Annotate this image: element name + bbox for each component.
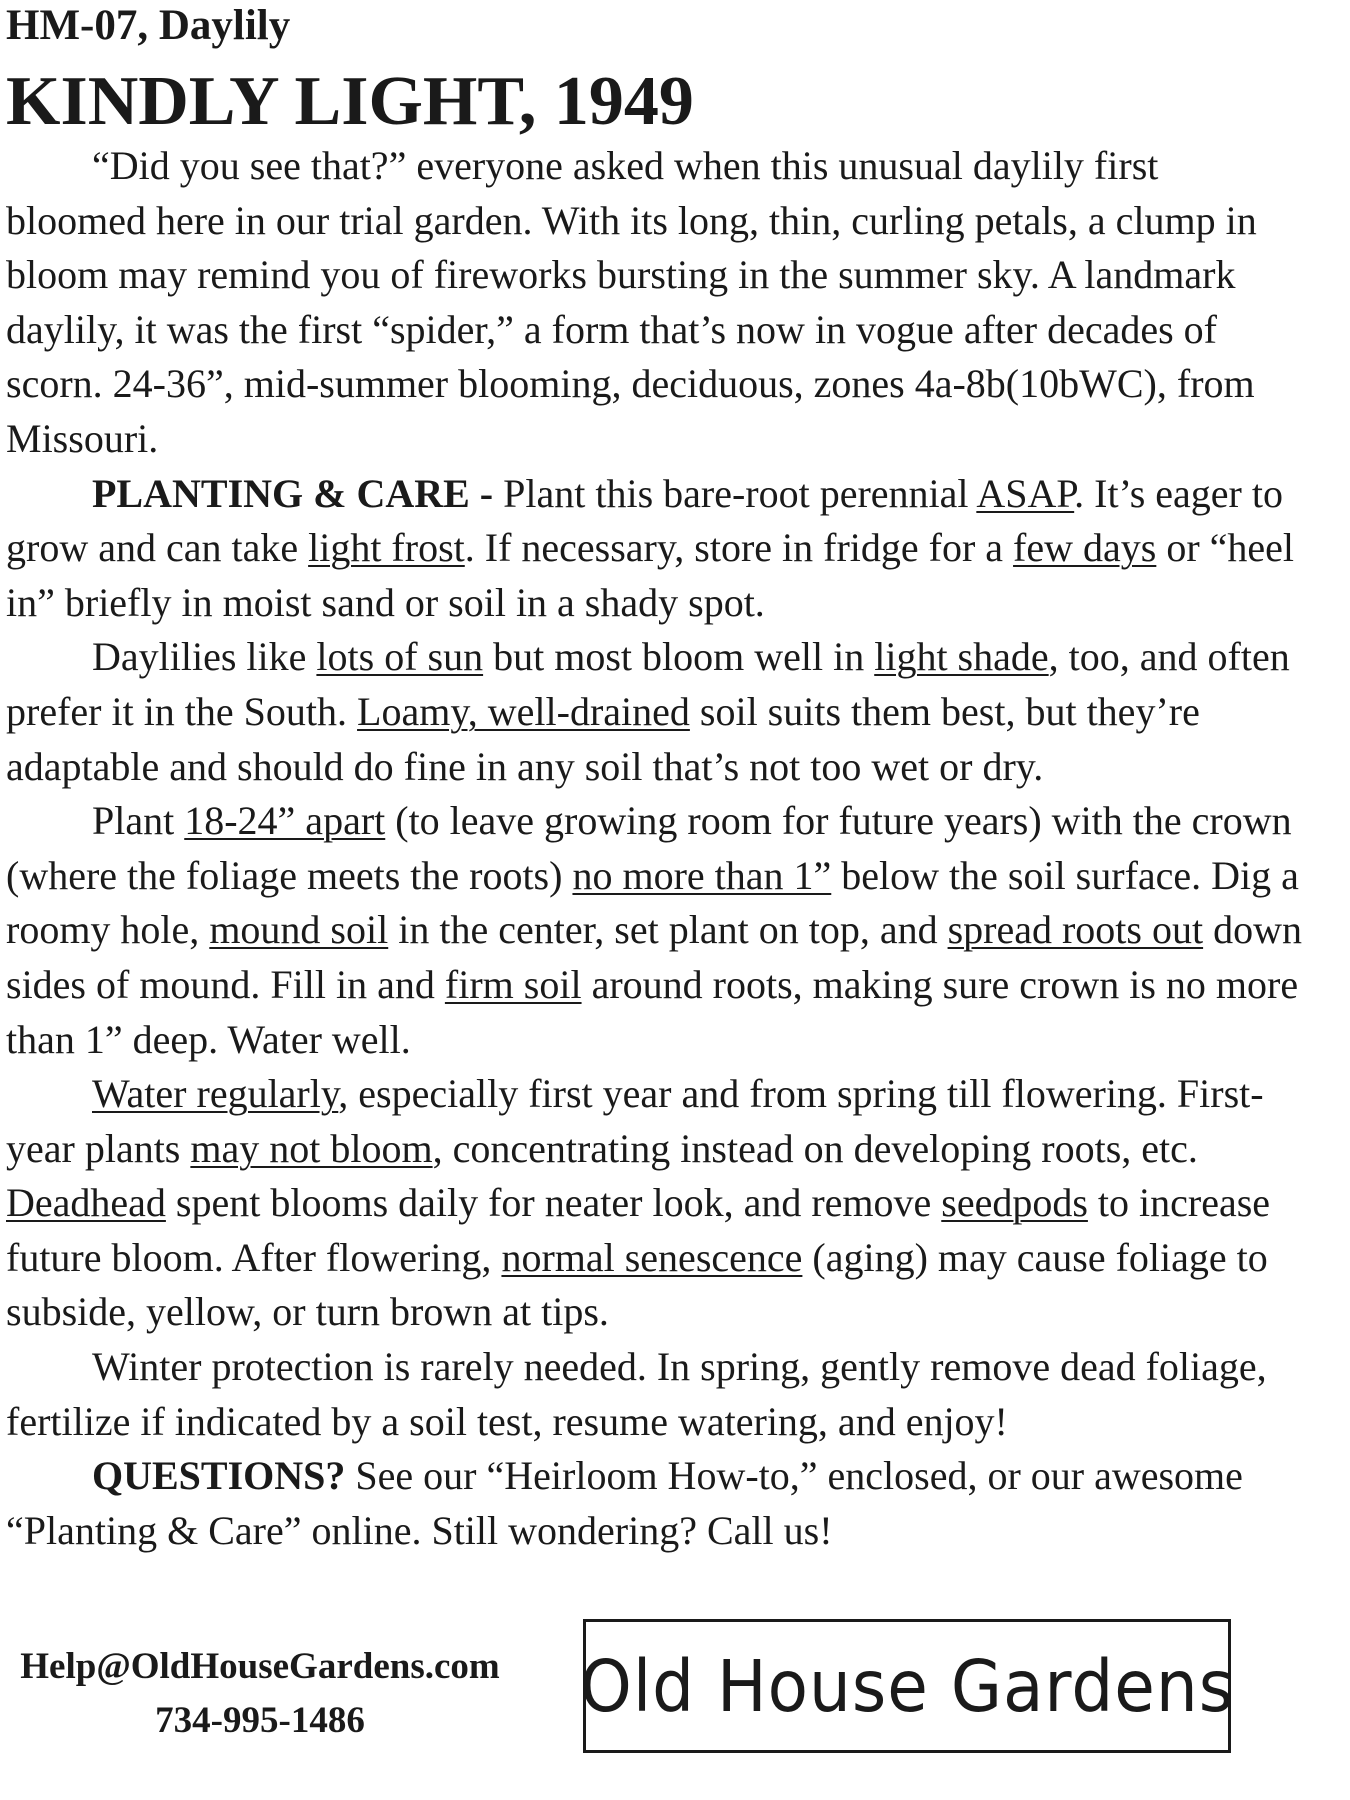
body-segment: down sides of mound. Fill in and: [6, 907, 1302, 1007]
paragraph: [6, 1067, 1306, 1340]
emphasis-text: ASAP: [976, 470, 1075, 516]
paragraph: [6, 1449, 1306, 1558]
emphasis-text: few days: [1013, 525, 1157, 571]
emphasis-text: light frost: [308, 525, 465, 571]
emphasis-text: firm soil: [444, 961, 582, 1007]
emphasis-text: Water regularly: [92, 1071, 339, 1117]
emphasis-text: Deadhead: [6, 1180, 166, 1226]
emphasis-text: mound soil: [209, 907, 389, 953]
body-segment: below the soil surface. Dig a roomy hole,: [6, 852, 1299, 953]
body-segment: “Did you see that?” everyone asked when this unusual daylily first bloomed here in our trial garden. With its long, thin, curling petals, a clump in bloom may remind you of fireworks bursting in the summer sky. A landmark daylily, it was the first “spider,” a form that’s now in vogue after decades of scorn. 24-36”, mid-summer blooming, deciduous, zones 4a-8b(10bWC), from Missouri.: [6, 143, 1257, 461]
body-segment: to increase future bloom. After flowering,: [6, 1180, 1271, 1280]
paragraph: [6, 467, 1306, 631]
emphasis-text: light shade: [874, 634, 1049, 680]
contact-block: [10, 1640, 510, 1748]
body-segment: (to leave growing room for future years) with the crown (where the foliage meets the roots): [6, 798, 1292, 898]
body-segment: See our “Heirloom How-to,” enclosed, or our awesome “Planting & Care” online. Still wondering? Call us!: [6, 1453, 1243, 1553]
body-segment: or “heel in” briefly in moist sand or soil in a shady spot.: [6, 525, 1295, 625]
body-segment: , too, and often prefer it in the South.: [6, 634, 1290, 734]
emphasis-text: no more than 1”: [572, 852, 832, 898]
body-segment: soil suits them best, but they’re adaptable and should do fine in any soil that’s not too wet or dry.: [6, 688, 1200, 789]
logo-box: [579, 1619, 1235, 1753]
product-code: HM-07, Daylily: [6, 2, 291, 49]
body-segment: , especially first year and from spring till flowering. First-year plants: [6, 1071, 1264, 1171]
contact-phone: 734-995-1486: [155, 1700, 365, 1741]
emphasis-text: Loamy, well-drained: [357, 688, 690, 734]
body-segment: around roots, making sure crown is no more than 1” deep. Water well.: [6, 961, 1299, 1062]
product-title: KINDLY LIGHT, 1949: [6, 63, 694, 140]
body-segment: Plant: [92, 798, 185, 844]
paragraph: [6, 794, 1306, 1067]
emphasis-text: lots of sun: [316, 634, 484, 680]
body-segment: (aging) may cause foliage to subside, yellow, or turn brown at tips.: [6, 1234, 1268, 1335]
body-segment: in the center, set plant on top, and: [388, 907, 948, 953]
body-segment: Daylilies like: [92, 634, 317, 680]
emphasis-text: seedpods: [941, 1180, 1088, 1226]
emphasis-text: 18-24” apart: [184, 798, 386, 844]
body-segment: spent blooms daily for neater look, and remove: [165, 1180, 942, 1226]
section-heading: QUESTIONS?: [92, 1453, 346, 1499]
body-segment: , concentrating instead on developing roots, etc.: [432, 1125, 1198, 1171]
emphasis-text: spread roots out: [947, 907, 1204, 953]
brand-logo: Old House Gardens: [579, 1644, 1235, 1728]
care-instructions: [6, 139, 1306, 1558]
emphasis-text: normal senescence: [501, 1234, 803, 1280]
body-segment: . If necessary, store in fridge for a: [464, 525, 1014, 571]
section-heading: PLANTING & CARE -: [92, 470, 504, 516]
body-segment: but most bloom well in: [483, 634, 875, 680]
paragraph: [6, 1340, 1306, 1449]
body-segment: Plant this bare-root perennial: [503, 470, 977, 516]
emphasis-text: may not bloom: [190, 1125, 433, 1171]
contact-email[interactable]: Help@OldHouseGardens.com: [20, 1646, 500, 1687]
body-segment: Winter protection is rarely needed. In spring, gently remove dead foliage, fertilize if indicated by a soil test, resume watering, and enjoy!: [6, 1344, 1267, 1444]
paragraph: [6, 139, 1306, 467]
body-segment: . It’s eager to grow and can take: [6, 470, 1283, 571]
paragraph: [6, 630, 1306, 794]
